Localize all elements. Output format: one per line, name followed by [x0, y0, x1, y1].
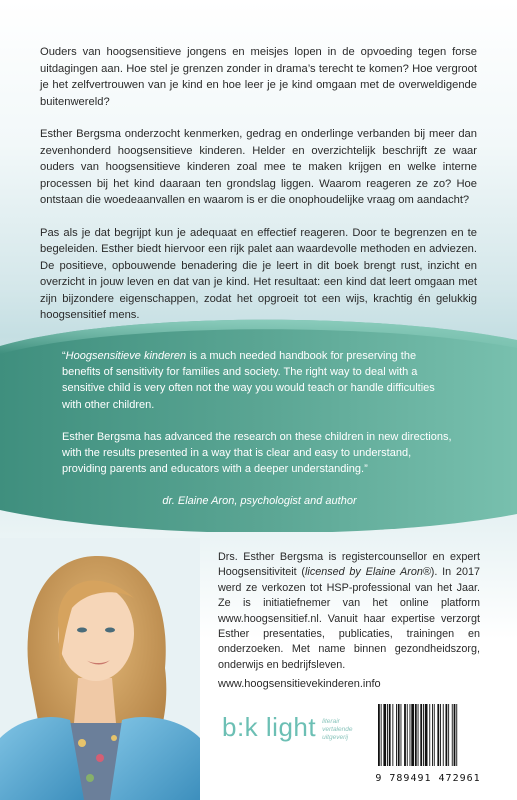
quote-paragraph-1-rest: is a much needed handbook for preserving the benefits of sensitivity for families and society. The right way to deal with a sensitive child is very often not the way you would teach or handle difficulties with other children. — [62, 350, 435, 411]
barcode-bar — [410, 704, 411, 766]
quote-paragraph-2: Esther Bergsma has advanced the research on these children in new directions, with the results presented in a way that is clear and easy to understand, providing parents and educators with a deeper understanding.” — [62, 430, 452, 476]
barcode-bar — [401, 704, 402, 766]
publisher-tagline: literair vertalende uitgeverij — [322, 718, 353, 741]
barcode-bar — [443, 704, 444, 766]
barcode-bar — [440, 704, 441, 766]
barcode-bar — [418, 704, 419, 766]
author-portrait-image — [0, 538, 200, 800]
barcode-bar — [432, 704, 433, 766]
author-bio-part-1: Drs. Esther Bergsma is registercounsellor en expert Hoogsensitiviteit ( — [218, 551, 480, 579]
publisher-logo-mark: b:k light — [222, 712, 317, 742]
barcode-bar — [420, 704, 422, 766]
barcode-bar — [448, 704, 449, 766]
author-bio — [218, 550, 480, 673]
quote-paragraph-1 — [62, 348, 457, 413]
intro-text — [40, 44, 477, 340]
author-bio-part-2: ). In 2017 werd ze verkozen tot HSP-professional van het Jaar. Ze is initiatiefnemer van het online platform www.hoogsensitief.nl. Vanuit haar expertise verzorgt Esther presentaties, publicaties, trainingen en onderzoeken. Met name binnen gezondheidszorg, onderwijs en bedrijfsleven. — [218, 566, 481, 671]
barcode-bar — [404, 704, 406, 766]
barcode-bar — [437, 704, 439, 766]
quote-text — [62, 348, 457, 526]
quote-open-mark: “ — [62, 350, 66, 362]
isbn-barcode — [372, 700, 484, 786]
quote-attribution: dr. Elaine Aron, psychologist and author — [162, 495, 357, 508]
barcode-bar — [423, 704, 424, 766]
barcode-bars — [372, 700, 484, 770]
barcode-bar — [383, 704, 386, 766]
barcode-bar — [446, 704, 448, 766]
barcode-bar — [456, 704, 457, 766]
barcode-bar — [389, 704, 391, 766]
intro-paragraph-2: Esther Bergsma onderzocht kenmerken, gedrag en onderlinge verbanden bij meer dan zevenhonderd hoogsensitieve kinderen. Helder en overzichtelijk beschrijft ze waar ouders van hoogsensitieve kinderen zoal mee te maken krijgen en welke interne processen bij het kind daaraan ten grondslag liggen. Waarom reageren ze zo? Hoe ontstaan die woedeaanvallen en waarom is er die onophoudelijke vraag om aandacht? — [40, 128, 477, 206]
barcode-bar — [396, 704, 397, 766]
barcode-bar — [378, 704, 380, 766]
isbn-number: 9 789491 472961 — [375, 773, 481, 784]
barcode-bar — [411, 704, 414, 766]
barcode-bar — [425, 704, 428, 766]
intro-paragraph-1: Ouders van hoogsensitieve jongens en meisjes lopen in de opvoeding tegen forse uitdagingen aan. Hoe stel je grenzen zonder in drama’s terecht te komen? Hoe vergroot je het zelfvertrouwen van je kind en hoe leer je je kind omgaan met de overweldigende buitenwereld? — [40, 46, 477, 108]
barcode-bar — [381, 704, 382, 766]
barcode-bar — [387, 704, 388, 766]
barcode-bar — [434, 704, 435, 766]
barcode-bar — [407, 704, 408, 766]
publisher-logo — [222, 712, 370, 743]
quote-book-title: Hoogsensitieve kinderen — [65, 350, 187, 362]
barcode-bar — [429, 704, 430, 766]
intro-paragraph-3: Pas als je dat begrijpt kun je adequaat en effectief reageren. Door te begrenzen en te begeleiden. Esther biedt hiervoor een rijk palet aan waardevolle methoden en adviezen. De positieve, opbouwende benadering die je leert in dit boek brengt rust, inzicht en overzicht in jouw leven en dat van je kind. Het resultaat: een kind dat leert omgaan met zijn bijzondere eigenschappen, zodat het opgroeit tot een wijs, krachtig én gelukkig hoogsensitief mens. — [40, 226, 477, 321]
author-bio-paragraph — [218, 550, 480, 673]
website-url: www.hoogsensitievekinderen.info — [218, 678, 381, 690]
author-bio-license: licensed by Elaine Aron® — [305, 566, 431, 579]
author-photo — [0, 538, 200, 800]
barcode-bar — [454, 704, 456, 766]
barcode-bar — [452, 704, 453, 766]
barcode-bar — [392, 704, 393, 766]
barcode-bar — [398, 704, 400, 766]
barcode-bar — [415, 704, 417, 766]
